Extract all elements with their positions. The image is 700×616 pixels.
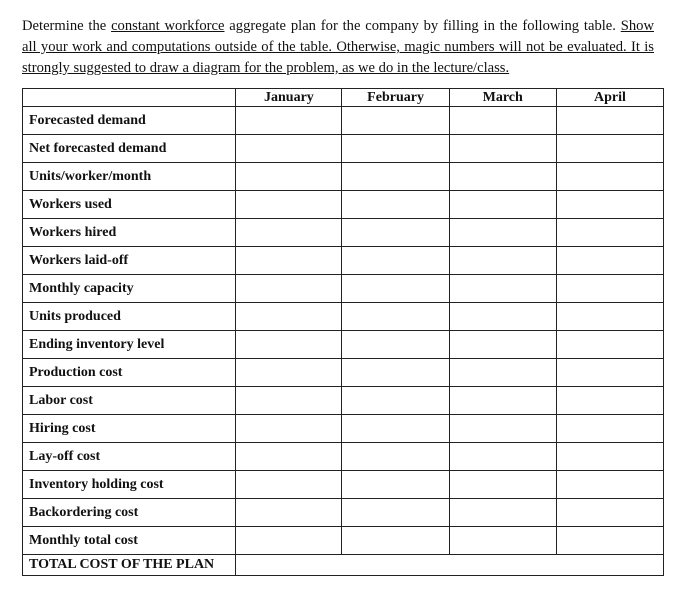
input-cell-february[interactable]	[342, 163, 449, 191]
input-cell-february[interactable]	[342, 219, 449, 247]
column-header-february: February	[342, 89, 449, 107]
input-cell-april[interactable]	[556, 527, 663, 555]
table-row	[23, 191, 664, 219]
total-row	[23, 555, 664, 576]
column-header-january: January	[236, 89, 342, 107]
input-cell-january[interactable]	[236, 331, 342, 359]
input-cell-april[interactable]	[556, 191, 663, 219]
input-cell-april[interactable]	[556, 275, 663, 303]
input-cell-january[interactable]	[236, 219, 342, 247]
input-cell-april[interactable]	[556, 163, 663, 191]
input-cell-january[interactable]	[236, 443, 342, 471]
input-cell-march[interactable]	[449, 359, 556, 387]
input-cell-january[interactable]	[236, 359, 342, 387]
row-label: Units produced	[23, 303, 236, 331]
input-cell-january[interactable]	[236, 135, 342, 163]
table-row	[23, 247, 664, 275]
row-label: Hiring cost	[23, 415, 236, 443]
input-cell-april[interactable]	[556, 303, 663, 331]
input-cell-february[interactable]	[342, 331, 449, 359]
input-cell-march[interactable]	[449, 191, 556, 219]
input-cell-february[interactable]	[342, 443, 449, 471]
input-cell-january[interactable]	[236, 527, 342, 555]
input-cell-february[interactable]	[342, 107, 449, 135]
row-label: Workers hired	[23, 219, 236, 247]
input-cell-march[interactable]	[449, 219, 556, 247]
input-cell-february[interactable]	[342, 191, 449, 219]
input-cell-january[interactable]	[236, 499, 342, 527]
input-cell-march[interactable]	[449, 415, 556, 443]
table-row	[23, 443, 664, 471]
input-cell-april[interactable]	[556, 387, 663, 415]
row-label: Units/worker/month	[23, 163, 236, 191]
input-cell-february[interactable]	[342, 499, 449, 527]
table-row	[23, 163, 664, 191]
column-header-april: April	[556, 89, 663, 107]
input-cell-february[interactable]	[342, 415, 449, 443]
row-label: Monthly total cost	[23, 527, 236, 555]
table-row	[23, 219, 664, 247]
input-cell-april[interactable]	[556, 499, 663, 527]
instructions-text	[22, 16, 654, 79]
input-cell-february[interactable]	[342, 275, 449, 303]
input-cell-january[interactable]	[236, 247, 342, 275]
input-cell-march[interactable]	[449, 135, 556, 163]
header-corner-cell	[23, 89, 236, 107]
row-label: Backordering cost	[23, 499, 236, 527]
constant-workforce-emphasis: constant workforce	[111, 18, 225, 34]
row-label: Net forecasted demand	[23, 135, 236, 163]
total-cost-input-cell[interactable]	[236, 555, 664, 576]
input-cell-february[interactable]	[342, 247, 449, 275]
table-row	[23, 359, 664, 387]
table-row	[23, 415, 664, 443]
input-cell-march[interactable]	[449, 303, 556, 331]
header-row	[23, 89, 664, 107]
column-header-march: March	[449, 89, 556, 107]
input-cell-april[interactable]	[556, 331, 663, 359]
row-label: Labor cost	[23, 387, 236, 415]
input-cell-march[interactable]	[449, 163, 556, 191]
table-row	[23, 387, 664, 415]
input-cell-march[interactable]	[449, 107, 556, 135]
input-cell-march[interactable]	[449, 499, 556, 527]
input-cell-april[interactable]	[556, 415, 663, 443]
input-cell-march[interactable]	[449, 471, 556, 499]
row-label: Forecasted demand	[23, 107, 236, 135]
input-cell-april[interactable]	[556, 135, 663, 163]
input-cell-april[interactable]	[556, 247, 663, 275]
input-cell-january[interactable]	[236, 163, 342, 191]
input-cell-march[interactable]	[449, 331, 556, 359]
input-cell-april[interactable]	[556, 107, 663, 135]
input-cell-april[interactable]	[556, 219, 663, 247]
show-work-note: Show all your work and computations outside of the table. Otherwise, magic numbers will not be evaluated. It is strongly suggested to draw a diagram for the problem, as we do in the lecture/class.	[22, 18, 654, 76]
input-cell-march[interactable]	[449, 247, 556, 275]
input-cell-february[interactable]	[342, 527, 449, 555]
input-cell-january[interactable]	[236, 303, 342, 331]
input-cell-february[interactable]	[342, 135, 449, 163]
input-cell-february[interactable]	[342, 387, 449, 415]
input-cell-april[interactable]	[556, 443, 663, 471]
row-label: Workers used	[23, 191, 236, 219]
input-cell-january[interactable]	[236, 387, 342, 415]
input-cell-march[interactable]	[449, 527, 556, 555]
input-cell-april[interactable]	[556, 471, 663, 499]
input-cell-february[interactable]	[342, 359, 449, 387]
input-cell-january[interactable]	[236, 191, 342, 219]
table-row	[23, 303, 664, 331]
input-cell-february[interactable]	[342, 303, 449, 331]
input-cell-march[interactable]	[449, 443, 556, 471]
table-row	[23, 107, 664, 135]
row-label: Ending inventory level	[23, 331, 236, 359]
row-label: Lay-off cost	[23, 443, 236, 471]
input-cell-march[interactable]	[449, 275, 556, 303]
input-cell-january[interactable]	[236, 107, 342, 135]
table-row	[23, 275, 664, 303]
row-label: Inventory holding cost	[23, 471, 236, 499]
total-cost-label: TOTAL COST OF THE PLAN	[23, 555, 236, 576]
row-label: Monthly capacity	[23, 275, 236, 303]
table-row	[23, 331, 664, 359]
row-label: Workers laid-off	[23, 247, 236, 275]
input-cell-february[interactable]	[342, 471, 449, 499]
input-cell-january[interactable]	[236, 471, 342, 499]
table-row	[23, 471, 664, 499]
table-row	[23, 527, 664, 555]
input-cell-january[interactable]	[236, 275, 342, 303]
input-cell-april[interactable]	[556, 359, 663, 387]
table-row	[23, 499, 664, 527]
input-cell-january[interactable]	[236, 415, 342, 443]
aggregate-plan-table	[22, 88, 664, 576]
row-label: Production cost	[23, 359, 236, 387]
input-cell-march[interactable]	[449, 387, 556, 415]
instructions-part-2: aggregate plan for the company by filling in the following table.	[224, 18, 621, 34]
instructions-part-1: Determine the	[22, 18, 112, 34]
table-row	[23, 135, 664, 163]
